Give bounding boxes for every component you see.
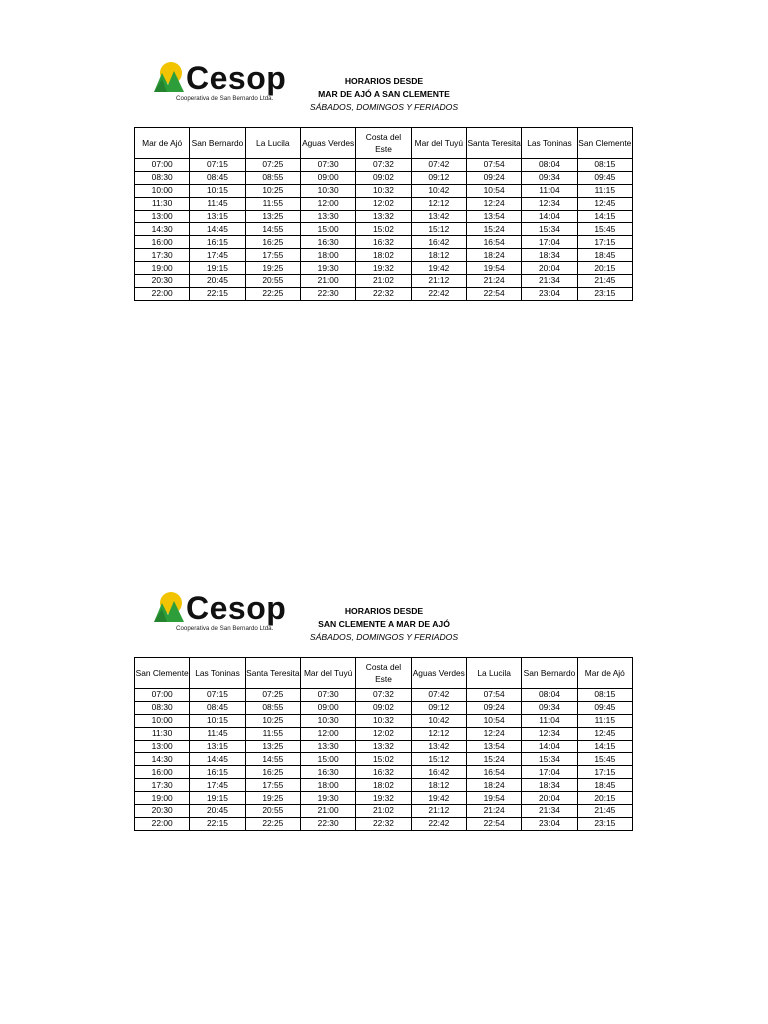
- column-header: Costa del Este: [356, 658, 411, 689]
- time-cell: 11:45: [190, 197, 245, 210]
- time-cell: 12:00: [300, 197, 355, 210]
- column-header: Aguas Verdes: [300, 128, 355, 159]
- schedule-header: [134, 591, 634, 657]
- column-header: Mar de Ajó: [135, 128, 190, 159]
- logo-wordmark: Cesop: [186, 60, 287, 96]
- header-row: [135, 128, 633, 159]
- time-cell: 18:34: [522, 779, 577, 792]
- time-cell: 15:24: [466, 753, 521, 766]
- time-cell: 13:32: [356, 740, 411, 753]
- time-cell: 21:00: [300, 805, 355, 818]
- time-cell: 19:30: [300, 792, 355, 805]
- time-cell: 13:30: [300, 210, 355, 223]
- time-cell: 13:32: [356, 210, 411, 223]
- sun-mountain-icon: [154, 591, 188, 623]
- time-cell: 13:15: [190, 740, 245, 753]
- logo-subtitle: Cooperativa de San Bernardo Ltda.: [176, 95, 274, 102]
- schedule-title: HORARIOS DESDE: [344, 76, 424, 86]
- time-cell: 21:12: [411, 805, 466, 818]
- column-header: Aguas Verdes: [411, 658, 466, 689]
- schedule-days: SÁBADOS, DOMINGOS Y FERIADOS: [309, 632, 459, 642]
- time-cell: 15:12: [411, 753, 466, 766]
- time-cell: 18:24: [466, 249, 521, 262]
- time-cell: 12:02: [356, 197, 411, 210]
- time-cell: 11:04: [522, 184, 577, 197]
- table-row: [135, 223, 633, 236]
- time-cell: 12:24: [466, 197, 521, 210]
- cesop-logo: [154, 591, 294, 635]
- time-cell: 19:00: [135, 262, 190, 275]
- time-cell: 14:04: [522, 740, 577, 753]
- time-cell: 18:24: [466, 779, 521, 792]
- time-cell: 21:45: [577, 805, 632, 818]
- time-cell: 21:24: [466, 805, 521, 818]
- table-row: [135, 766, 633, 779]
- time-cell: 13:42: [411, 740, 466, 753]
- time-cell: 22:30: [300, 817, 355, 830]
- schedule-section: [134, 60, 634, 299]
- time-cell: 11:30: [135, 727, 190, 740]
- time-cell: 14:55: [245, 223, 300, 236]
- time-cell: 12:34: [522, 197, 577, 210]
- time-cell: 20:55: [245, 275, 300, 288]
- time-cell: 08:04: [522, 689, 577, 702]
- time-cell: 08:04: [522, 159, 577, 172]
- time-cell: 08:55: [245, 701, 300, 714]
- time-cell: 15:02: [356, 223, 411, 236]
- time-cell: 11:15: [577, 184, 632, 197]
- table-row: [135, 779, 633, 792]
- time-cell: 18:45: [577, 249, 632, 262]
- header-row: [135, 658, 633, 689]
- time-cell: 10:54: [466, 184, 521, 197]
- time-cell: 13:54: [466, 210, 521, 223]
- table-row: [135, 805, 633, 818]
- time-cell: 07:00: [135, 159, 190, 172]
- time-cell: 07:15: [190, 689, 245, 702]
- time-cell: 19:15: [190, 262, 245, 275]
- timetable: [134, 127, 633, 301]
- time-cell: 16:00: [135, 236, 190, 249]
- time-cell: 07:42: [411, 689, 466, 702]
- time-cell: 21:34: [522, 805, 577, 818]
- table-row: [135, 792, 633, 805]
- timetable: [134, 657, 633, 831]
- time-cell: 15:02: [356, 753, 411, 766]
- time-cell: 20:45: [190, 805, 245, 818]
- time-cell: 16:15: [190, 236, 245, 249]
- column-header: La Lucila: [245, 128, 300, 159]
- time-cell: 10:30: [300, 714, 355, 727]
- time-cell: 13:25: [245, 210, 300, 223]
- time-cell: 19:00: [135, 792, 190, 805]
- time-cell: 18:00: [300, 779, 355, 792]
- time-cell: 08:15: [577, 159, 632, 172]
- table-row: [135, 740, 633, 753]
- time-cell: 09:45: [577, 701, 632, 714]
- time-cell: 20:55: [245, 805, 300, 818]
- time-cell: 10:30: [300, 184, 355, 197]
- time-cell: 09:02: [356, 701, 411, 714]
- time-cell: 20:15: [577, 792, 632, 805]
- time-cell: 18:34: [522, 249, 577, 262]
- time-cell: 10:42: [411, 184, 466, 197]
- time-cell: 11:04: [522, 714, 577, 727]
- time-cell: 12:45: [577, 197, 632, 210]
- time-cell: 17:45: [190, 779, 245, 792]
- time-cell: 16:30: [300, 766, 355, 779]
- time-cell: 14:45: [190, 753, 245, 766]
- table-row: [135, 159, 633, 172]
- time-cell: 19:32: [356, 792, 411, 805]
- time-cell: 21:24: [466, 275, 521, 288]
- time-cell: 17:55: [245, 249, 300, 262]
- time-cell: 19:54: [466, 792, 521, 805]
- time-cell: 19:42: [411, 792, 466, 805]
- time-cell: 12:45: [577, 727, 632, 740]
- time-cell: 09:34: [522, 701, 577, 714]
- time-cell: 08:30: [135, 701, 190, 714]
- time-cell: 11:55: [245, 727, 300, 740]
- time-cell: 22:00: [135, 817, 190, 830]
- time-cell: 13:25: [245, 740, 300, 753]
- time-cell: 13:00: [135, 740, 190, 753]
- time-cell: 22:42: [411, 817, 466, 830]
- table-row: [135, 184, 633, 197]
- column-header: Costa del Este: [356, 128, 411, 159]
- table-row: [135, 197, 633, 210]
- time-cell: 19:42: [411, 262, 466, 275]
- column-header: Mar del Tuyú: [411, 128, 466, 159]
- time-cell: 21:34: [522, 275, 577, 288]
- time-cell: 19:25: [245, 262, 300, 275]
- time-cell: 19:32: [356, 262, 411, 275]
- table-row: [135, 249, 633, 262]
- time-cell: 17:30: [135, 249, 190, 262]
- time-cell: 09:34: [522, 171, 577, 184]
- time-cell: 09:00: [300, 701, 355, 714]
- time-cell: 22:32: [356, 817, 411, 830]
- time-cell: 07:00: [135, 689, 190, 702]
- time-cell: 08:55: [245, 171, 300, 184]
- time-cell: 10:42: [411, 714, 466, 727]
- time-cell: 19:54: [466, 262, 521, 275]
- time-cell: 12:00: [300, 727, 355, 740]
- time-cell: 16:32: [356, 766, 411, 779]
- time-cell: 23:15: [577, 287, 632, 300]
- time-cell: 22:54: [466, 817, 521, 830]
- table-row: [135, 171, 633, 184]
- table-row: [135, 287, 633, 300]
- time-cell: 17:04: [522, 236, 577, 249]
- time-cell: 16:25: [245, 766, 300, 779]
- time-cell: 08:45: [190, 701, 245, 714]
- time-cell: 21:12: [411, 275, 466, 288]
- time-cell: 13:00: [135, 210, 190, 223]
- time-cell: 16:25: [245, 236, 300, 249]
- time-cell: 15:34: [522, 753, 577, 766]
- time-cell: 18:02: [356, 249, 411, 262]
- column-header: Mar del Tuyú: [300, 658, 355, 689]
- schedule-titles: [284, 605, 484, 644]
- time-cell: 20:04: [522, 262, 577, 275]
- table-row: [135, 714, 633, 727]
- time-cell: 23:15: [577, 817, 632, 830]
- time-cell: 10:00: [135, 184, 190, 197]
- column-header: San Clemente: [577, 128, 632, 159]
- time-cell: 07:32: [356, 689, 411, 702]
- time-cell: 08:30: [135, 171, 190, 184]
- table-row: [135, 727, 633, 740]
- time-cell: 16:00: [135, 766, 190, 779]
- time-cell: 10:54: [466, 714, 521, 727]
- time-cell: 15:12: [411, 223, 466, 236]
- time-cell: 20:45: [190, 275, 245, 288]
- time-cell: 13:54: [466, 740, 521, 753]
- column-header: San Bernardo: [190, 128, 245, 159]
- time-cell: 10:15: [190, 184, 245, 197]
- time-cell: 21:02: [356, 805, 411, 818]
- time-cell: 15:00: [300, 223, 355, 236]
- time-cell: 18:12: [411, 249, 466, 262]
- time-cell: 07:54: [466, 689, 521, 702]
- time-cell: 14:30: [135, 223, 190, 236]
- schedule-days: SÁBADOS, DOMINGOS Y FERIADOS: [309, 102, 459, 112]
- time-cell: 22:15: [190, 287, 245, 300]
- time-cell: 09:00: [300, 171, 355, 184]
- time-cell: 08:15: [577, 689, 632, 702]
- time-cell: 18:45: [577, 779, 632, 792]
- time-cell: 09:12: [411, 171, 466, 184]
- time-cell: 12:24: [466, 727, 521, 740]
- schedule-titles: [284, 75, 484, 114]
- time-cell: 14:15: [577, 740, 632, 753]
- time-cell: 14:15: [577, 210, 632, 223]
- column-header: Mar de Ajó: [577, 658, 632, 689]
- time-cell: 07:30: [300, 159, 355, 172]
- time-cell: 11:45: [190, 727, 245, 740]
- logo-wordmark: Cesop: [186, 590, 287, 626]
- time-cell: 21:02: [356, 275, 411, 288]
- time-cell: 15:45: [577, 753, 632, 766]
- time-cell: 07:42: [411, 159, 466, 172]
- time-cell: 17:15: [577, 236, 632, 249]
- time-cell: 09:12: [411, 701, 466, 714]
- time-cell: 08:45: [190, 171, 245, 184]
- time-cell: 21:00: [300, 275, 355, 288]
- time-cell: 22:00: [135, 287, 190, 300]
- time-cell: 10:25: [245, 184, 300, 197]
- time-cell: 16:15: [190, 766, 245, 779]
- time-cell: 15:00: [300, 753, 355, 766]
- time-cell: 20:04: [522, 792, 577, 805]
- cesop-logo: [154, 61, 294, 105]
- time-cell: 22:15: [190, 817, 245, 830]
- time-cell: 21:45: [577, 275, 632, 288]
- column-header: San Clemente: [135, 658, 190, 689]
- time-cell: 09:24: [466, 701, 521, 714]
- time-cell: 17:04: [522, 766, 577, 779]
- time-cell: 18:00: [300, 249, 355, 262]
- time-cell: 16:32: [356, 236, 411, 249]
- time-cell: 16:30: [300, 236, 355, 249]
- time-cell: 17:55: [245, 779, 300, 792]
- table-row: [135, 262, 633, 275]
- table-row: [135, 753, 633, 766]
- time-cell: 17:15: [577, 766, 632, 779]
- time-cell: 19:25: [245, 792, 300, 805]
- time-cell: 16:54: [466, 766, 521, 779]
- time-cell: 19:15: [190, 792, 245, 805]
- time-cell: 07:25: [245, 689, 300, 702]
- column-header: Las Toninas: [522, 128, 577, 159]
- time-cell: 13:30: [300, 740, 355, 753]
- time-cell: 23:04: [522, 817, 577, 830]
- time-cell: 15:45: [577, 223, 632, 236]
- time-cell: 17:30: [135, 779, 190, 792]
- time-cell: 16:42: [411, 236, 466, 249]
- time-cell: 14:30: [135, 753, 190, 766]
- time-cell: 12:12: [411, 197, 466, 210]
- time-cell: 13:42: [411, 210, 466, 223]
- time-cell: 07:30: [300, 689, 355, 702]
- time-cell: 07:32: [356, 159, 411, 172]
- sun-mountain-icon: [154, 61, 188, 93]
- time-cell: 22:25: [245, 817, 300, 830]
- time-cell: 18:12: [411, 779, 466, 792]
- time-cell: 22:42: [411, 287, 466, 300]
- table-row: [135, 689, 633, 702]
- table-row: [135, 817, 633, 830]
- time-cell: 10:32: [356, 714, 411, 727]
- time-cell: 13:15: [190, 210, 245, 223]
- time-cell: 14:04: [522, 210, 577, 223]
- column-header: La Lucila: [466, 658, 521, 689]
- column-header: Santa Teresita: [245, 658, 300, 689]
- time-cell: 22:54: [466, 287, 521, 300]
- time-cell: 19:30: [300, 262, 355, 275]
- table-row: [135, 701, 633, 714]
- column-header: San Bernardo: [522, 658, 577, 689]
- schedule-route: SAN CLEMENTE A MAR DE AJÓ: [318, 619, 450, 629]
- time-cell: 17:45: [190, 249, 245, 262]
- time-cell: 07:54: [466, 159, 521, 172]
- time-cell: 18:02: [356, 779, 411, 792]
- time-cell: 11:15: [577, 714, 632, 727]
- time-cell: 14:55: [245, 753, 300, 766]
- time-cell: 20:30: [135, 805, 190, 818]
- time-cell: 14:45: [190, 223, 245, 236]
- time-cell: 09:45: [577, 171, 632, 184]
- time-cell: 12:34: [522, 727, 577, 740]
- time-cell: 20:30: [135, 275, 190, 288]
- time-cell: 11:30: [135, 197, 190, 210]
- schedule-header: [134, 61, 634, 127]
- time-cell: 10:25: [245, 714, 300, 727]
- time-cell: 10:15: [190, 714, 245, 727]
- time-cell: 22:25: [245, 287, 300, 300]
- column-header: Las Toninas: [190, 658, 245, 689]
- time-cell: 07:25: [245, 159, 300, 172]
- time-cell: 12:02: [356, 727, 411, 740]
- time-cell: 09:02: [356, 171, 411, 184]
- schedule-route: MAR DE AJÓ A SAN CLEMENTE: [318, 89, 450, 99]
- time-cell: 11:55: [245, 197, 300, 210]
- table-row: [135, 210, 633, 223]
- time-cell: 15:34: [522, 223, 577, 236]
- table-row: [135, 275, 633, 288]
- logo-subtitle: Cooperativa de San Bernardo Ltda.: [176, 625, 274, 632]
- column-header: Santa Teresita: [466, 128, 521, 159]
- time-cell: 15:24: [466, 223, 521, 236]
- time-cell: 10:32: [356, 184, 411, 197]
- time-cell: 22:32: [356, 287, 411, 300]
- time-cell: 23:04: [522, 287, 577, 300]
- time-cell: 16:42: [411, 766, 466, 779]
- time-cell: 12:12: [411, 727, 466, 740]
- time-cell: 20:15: [577, 262, 632, 275]
- schedule-title: HORARIOS DESDE: [344, 606, 424, 616]
- time-cell: 07:15: [190, 159, 245, 172]
- table-row: [135, 236, 633, 249]
- time-cell: 22:30: [300, 287, 355, 300]
- time-cell: 09:24: [466, 171, 521, 184]
- time-cell: 16:54: [466, 236, 521, 249]
- time-cell: 10:00: [135, 714, 190, 727]
- schedule-section: [134, 590, 634, 829]
